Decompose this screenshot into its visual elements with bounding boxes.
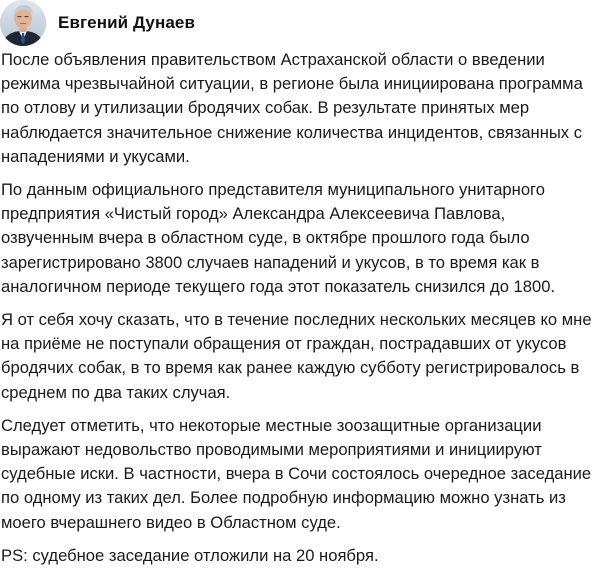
post-paragraph-1 bbox=[1, 48, 607, 169]
author-name[interactable]: Евгений Дунаев bbox=[58, 13, 196, 32]
post-paragraph-4 bbox=[1, 414, 607, 535]
text-line: предприятия «Чистый город» Александра Алексеевича Павлова, bbox=[1, 204, 506, 224]
text-line: моего вчерашнего видео в Областном суде. bbox=[1, 512, 341, 532]
text-line: озвученным вчера в областном суде, в октябре прошлого года было bbox=[1, 228, 530, 248]
text-line: По данным официального представителя муниципального унитарного bbox=[1, 180, 545, 200]
post-paragraph-3 bbox=[1, 308, 607, 405]
text-line: наблюдается значительное снижение количества инцидентов, связанных с bbox=[1, 122, 583, 142]
post-paragraph-5 bbox=[1, 544, 607, 568]
text-line: PS: судебное заседание отложили на 20 ноября. bbox=[1, 545, 379, 565]
text-line: выражают недовольство проводимыми мероприятиями и инициируют bbox=[1, 440, 542, 460]
text-line: на приёме не поступали обращения от граждан, пострадавших от укусов bbox=[1, 334, 567, 354]
post-body bbox=[1, 48, 607, 568]
text-line: аналогичном периоде текущего года этот показатель снизился до 1800. bbox=[1, 276, 556, 296]
post-paragraph-2 bbox=[1, 178, 607, 299]
text-line: по одному из таких дел. Более подробную информацию можно узнать из bbox=[1, 488, 566, 508]
text-line: зарегистрировано 3800 случаев нападений и укусов, в то время как в bbox=[1, 252, 540, 272]
text-line: режима чрезвычайной ситуации, в регионе была инициирована программа bbox=[1, 74, 583, 94]
author-avatar[interactable] bbox=[0, 0, 46, 46]
text-line: судебные иски. В частности, вчера в Сочи состоялось очередное заседание bbox=[1, 464, 592, 484]
text-line: Следует отметить, что некоторые местные зоозащитные организации bbox=[1, 415, 542, 435]
text-line: нападениями и укусами. bbox=[1, 146, 190, 166]
text-line: среднем по два таких случая. bbox=[1, 382, 231, 402]
post-header bbox=[0, 0, 608, 48]
user-avatar-icon bbox=[0, 0, 46, 46]
text-line: бродячих собак, в то время как ранее каждую субботу регистрировалось в bbox=[1, 358, 580, 378]
text-line: Я от себя хочу сказать, что в течение последних нескольких месяцев ко мне bbox=[1, 310, 592, 330]
text-line: После объявления правительством Астраханской области о введении bbox=[1, 50, 545, 69]
text-line: по отлову и утилизации бродячих собак. В результате принятых мер bbox=[1, 98, 530, 118]
